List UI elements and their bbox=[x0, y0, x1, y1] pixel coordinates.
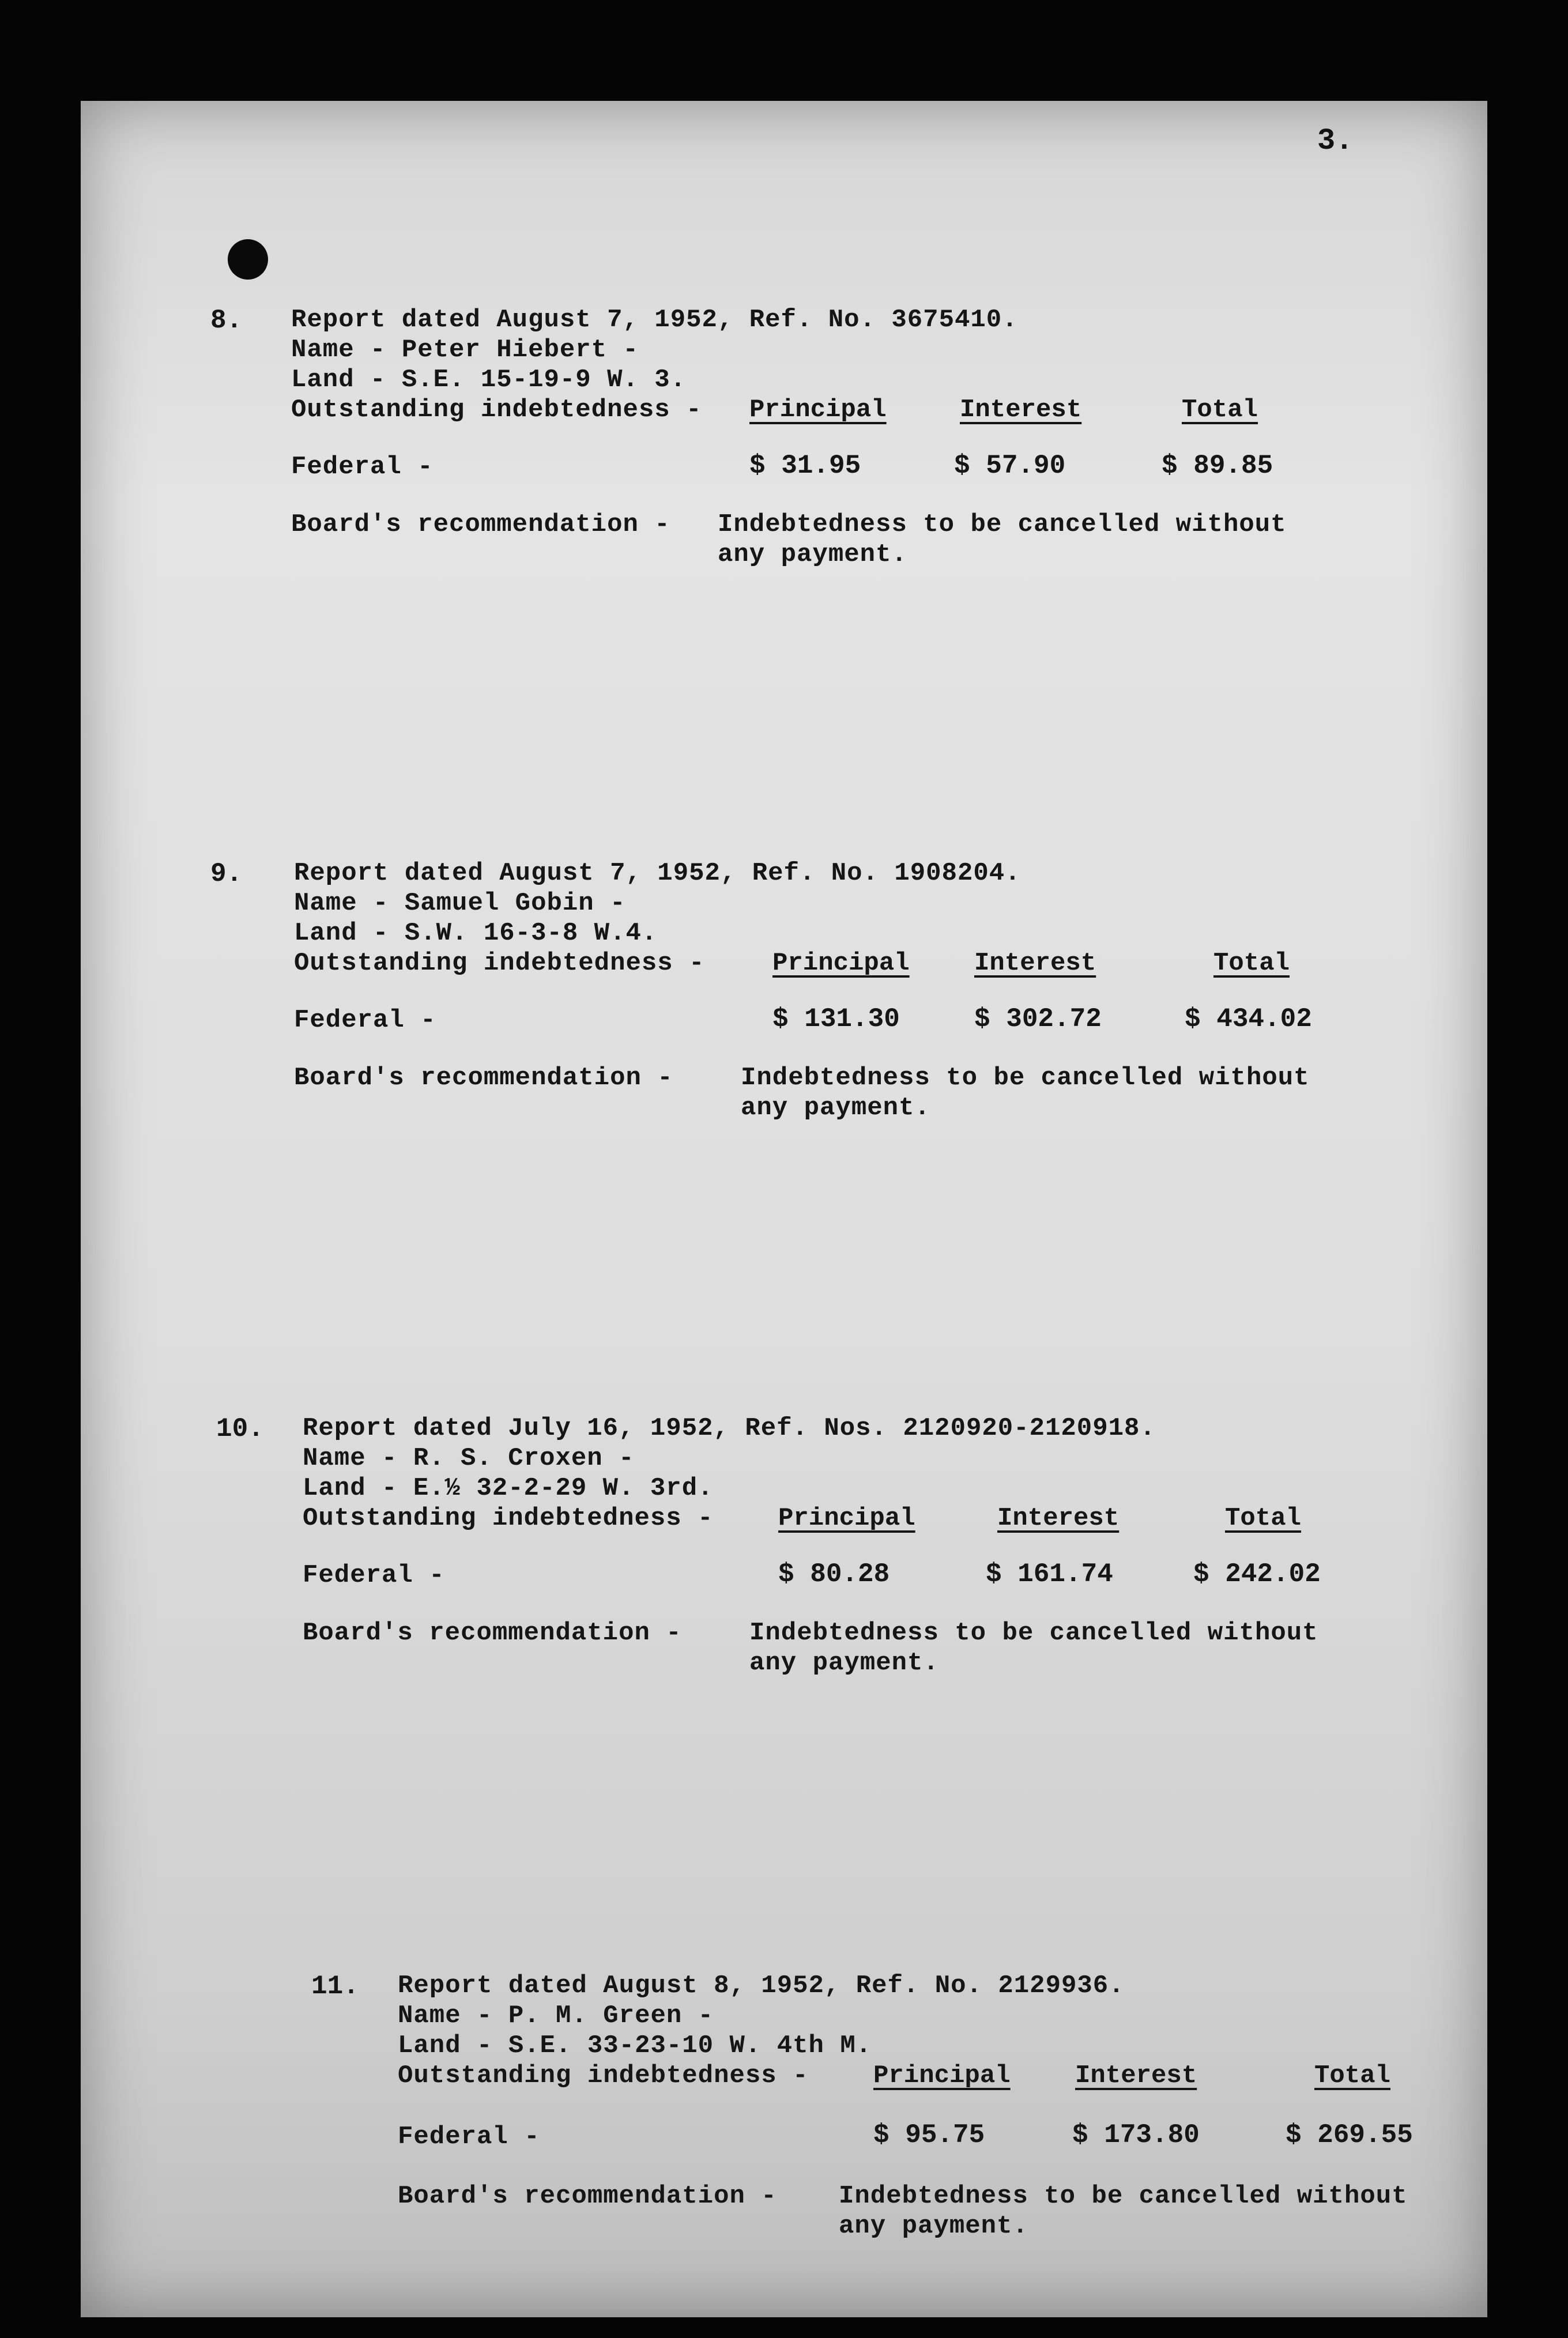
interest-amount: $ 302.72 bbox=[974, 1004, 1102, 1034]
total-amount: $ 89.85 bbox=[1162, 451, 1273, 481]
header-total: Total bbox=[1225, 1504, 1302, 1533]
entry-number: 9. bbox=[210, 859, 243, 889]
total-amount: $ 434.02 bbox=[1185, 1004, 1312, 1034]
recommendation-text: Indebtedness to be cancelled without bbox=[741, 1064, 1310, 1092]
entry-number: 10. bbox=[216, 1414, 264, 1444]
land-line: Land - S.W. 16-3-8 W.4. bbox=[294, 919, 658, 948]
header-total: Total bbox=[1213, 949, 1290, 978]
total-amount: $ 242.02 bbox=[1193, 1559, 1321, 1589]
entry-number: 8. bbox=[210, 306, 243, 335]
recommendation-label: Board's recommendation - bbox=[291, 510, 670, 539]
principal-amount: $ 31.95 bbox=[749, 451, 861, 481]
federal-label: Federal - bbox=[291, 452, 434, 481]
header-interest: Interest bbox=[960, 395, 1082, 424]
recommendation-label: Board's recommendation - bbox=[294, 1064, 673, 1092]
interest-amount: $ 173.80 bbox=[1072, 2120, 1200, 2150]
header-principal: Principal bbox=[772, 949, 910, 978]
recommendation-text: Indebtedness to be cancelled without bbox=[718, 510, 1287, 539]
principal-amount: $ 80.28 bbox=[778, 1559, 890, 1589]
recommendation-text-cont: any payment. bbox=[749, 1649, 939, 1677]
name-line: Name - Peter Hiebert - bbox=[291, 335, 639, 364]
total-amount: $ 269.55 bbox=[1286, 2120, 1413, 2150]
punch-hole bbox=[228, 239, 268, 280]
principal-amount: $ 95.75 bbox=[873, 2120, 985, 2150]
outstanding-label: Outstanding indebtedness - bbox=[291, 395, 702, 424]
land-line: Land - S.E. 33-23-10 W. 4th M. bbox=[398, 2031, 872, 2060]
outstanding-label: Outstanding indebtedness - bbox=[294, 949, 705, 978]
entry-number: 11. bbox=[311, 1971, 359, 2001]
header-interest: Interest bbox=[997, 1504, 1120, 1533]
recommendation-label: Board's recommendation - bbox=[398, 2182, 777, 2211]
header-principal: Principal bbox=[873, 2061, 1011, 2090]
name-line: Name - R. S. Croxen - bbox=[303, 1444, 635, 1473]
land-line: Land - S.E. 15-19-9 W. 3. bbox=[291, 365, 687, 394]
federal-label: Federal - bbox=[294, 1006, 436, 1035]
page-number: 3. bbox=[1317, 124, 1354, 158]
report-line: Report dated August 7, 1952, Ref. No. 1908204. bbox=[294, 859, 1021, 888]
interest-amount: $ 161.74 bbox=[986, 1559, 1113, 1589]
interest-amount: $ 57.90 bbox=[954, 451, 1066, 481]
report-line: Report dated August 7, 1952, Ref. No. 3675410. bbox=[291, 306, 1018, 334]
header-principal: Principal bbox=[778, 1504, 915, 1533]
recommendation-text: Indebtedness to be cancelled without bbox=[839, 2182, 1408, 2211]
name-line: Name - Samuel Gobin - bbox=[294, 889, 626, 918]
header-total: Total bbox=[1314, 2061, 1391, 2090]
header-total: Total bbox=[1182, 395, 1258, 424]
recommendation-text-cont: any payment. bbox=[718, 540, 907, 569]
outstanding-label: Outstanding indebtedness - bbox=[303, 1504, 714, 1533]
federal-label: Federal - bbox=[303, 1561, 445, 1590]
header-principal: Principal bbox=[749, 395, 887, 424]
recommendation-label: Board's recommendation - bbox=[303, 1619, 682, 1647]
land-line: Land - E.½ 32-2-29 W. 3rd. bbox=[303, 1474, 714, 1503]
recommendation-text-cont: any payment. bbox=[741, 1093, 930, 1122]
recommendation-text: Indebtedness to be cancelled without bbox=[749, 1619, 1318, 1647]
report-line: Report dated August 8, 1952, Ref. No. 2129936. bbox=[398, 1971, 1125, 2000]
federal-label: Federal - bbox=[398, 2122, 540, 2151]
principal-amount: $ 131.30 bbox=[772, 1004, 900, 1034]
name-line: Name - P. M. Green - bbox=[398, 2001, 714, 2030]
outstanding-label: Outstanding indebtedness - bbox=[398, 2061, 809, 2090]
report-line: Report dated July 16, 1952, Ref. Nos. 2120920-2120918. bbox=[303, 1414, 1156, 1443]
header-interest: Interest bbox=[974, 949, 1096, 978]
header-interest: Interest bbox=[1075, 2061, 1197, 2090]
recommendation-text-cont: any payment. bbox=[839, 2212, 1028, 2241]
document-page bbox=[81, 101, 1487, 2317]
